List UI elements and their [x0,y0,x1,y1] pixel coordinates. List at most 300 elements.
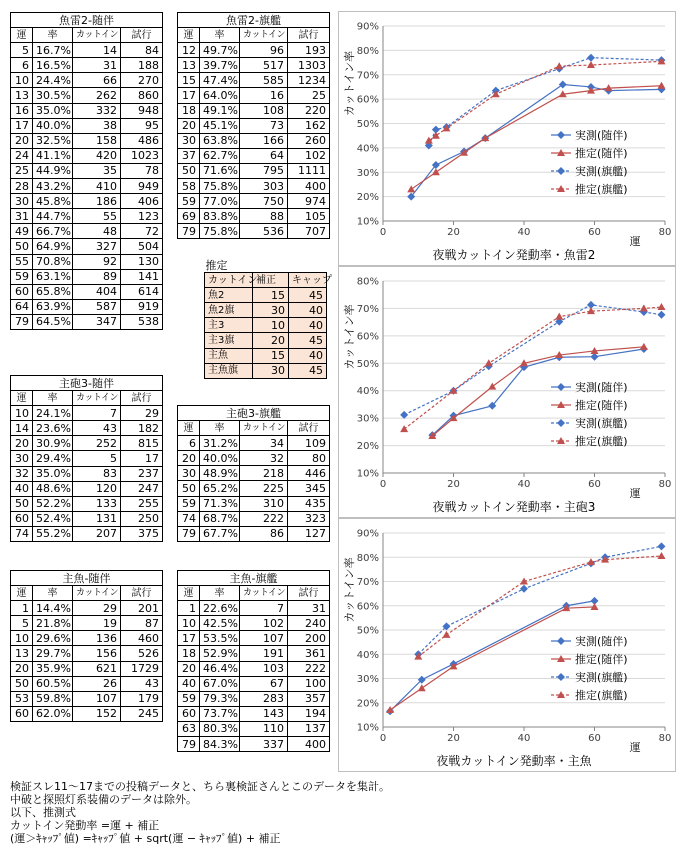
table-title: 主砲3-旗艦 [178,406,330,421]
table-cell: 20 [178,661,200,676]
data-point [559,81,567,89]
table-row [178,616,330,631]
y-tick-label: 30% [356,674,379,685]
table-row [178,103,330,118]
table-cell: 20 [178,451,200,466]
data-point [587,54,595,62]
column-header: カットイン [73,28,121,43]
table-row [178,466,330,481]
table-cell: 133 [73,496,121,511]
table-cell: 40 [178,676,200,691]
table-row [11,73,163,88]
table-cell: 魚2 [205,288,253,303]
table-row [11,451,163,466]
table-cell: 14 [73,43,121,58]
table-row [11,284,163,299]
table-cell: 35.0% [33,466,73,481]
table-cell: 49.7% [200,43,240,58]
table-row [11,43,163,58]
table-cell: 35 [73,163,121,178]
legend-label: 推定(随伴) [575,399,628,412]
y-tick-label: 50% [356,625,379,637]
table-cell: 14 [11,421,33,436]
table-shugyo-zuihan [10,570,163,722]
data-point [557,673,565,681]
table-cell: 16.5% [33,58,73,73]
column-header: 率 [200,421,240,436]
table-title: 主魚-随伴 [11,571,163,586]
table-cell: 1111 [288,163,330,178]
table-cell: 73 [240,118,288,133]
table-cell: 22.6% [200,601,240,616]
table-cell: 188 [121,58,163,73]
column-header: 試行 [121,391,163,406]
table-row [178,163,330,178]
table-cell: 45.8% [33,194,73,209]
table-cell: 255 [121,496,163,511]
table-cell: 主魚旗 [205,363,253,378]
table-cell: 83 [73,466,121,481]
table-cell: 50 [11,676,33,691]
table-row [178,194,330,209]
table-cell: 59 [178,194,200,209]
table-cell: 79 [11,314,33,329]
table-cell: 262 [73,88,121,103]
table-row [178,88,330,103]
table-cell: 50 [178,481,200,496]
table-cell: 63.9% [33,299,73,314]
table-shugyo-kikan [177,570,330,752]
table-row [11,103,163,118]
table-cell: 29 [73,601,121,616]
table-shuho3-kikan [177,405,330,542]
table-cell: 49.1% [200,103,240,118]
table-cell: 48 [73,224,121,239]
data-point [557,167,565,175]
column-header: 運 [178,586,200,601]
table-cell: 60.5% [33,676,73,691]
table-row [11,133,163,148]
table-cell: 55 [11,254,33,269]
data-point [657,303,665,310]
column-header: カットイン [205,273,253,288]
data-point [657,311,665,319]
note-line: カットイン発動率 =運 + 補正 [10,819,160,832]
table-row [11,299,163,314]
table-gyorai2-zuihan [10,12,163,330]
table-cell: 78 [121,163,163,178]
column-header: キャップ [289,273,327,288]
table-cell: 270 [121,73,163,88]
table-cell: 66.7% [33,224,73,239]
x-axis-label: 運 [629,235,641,248]
note-line: (運＞ｷｬｯﾌﾟ値) =ｷｬｯﾌﾟ値 + sqrt(運 − ｷｬｯﾌﾟ値) + 補正 [10,832,281,845]
table-cell: 375 [121,526,163,541]
table-row [11,209,163,224]
table-cell: 79 [178,737,200,752]
table-cell: 75.8% [200,179,240,194]
table-cell: 25 [11,163,33,178]
table-cell: 31 [73,58,121,73]
table-row [11,496,163,511]
table-row [11,616,163,631]
table-cell: 79.3% [200,691,240,706]
table-cell: 109 [288,436,330,451]
table-cell: 1023 [121,148,163,163]
table-cell: 32.5% [33,133,73,148]
table-cell: 110 [240,721,288,736]
column-header: 率 [33,391,73,406]
table-cell: 131 [73,511,121,526]
table-row [11,421,163,436]
y-tick-label: 60% [356,94,379,106]
table-row [11,511,163,526]
table-cell: 67.0% [200,676,240,691]
table-cell: 30 [11,451,33,466]
table-cell: 80 [288,451,330,466]
y-tick-label: 70% [356,303,379,315]
legend-label: 実測(随伴) [575,129,628,142]
table-cell: 347 [73,314,121,329]
table-cell: 5 [11,616,33,631]
table-cell: 30.9% [33,436,73,451]
table-cell: 10 [11,406,33,421]
table-title: 主砲3-随伴 [11,376,163,391]
table-cell: 222 [240,511,288,526]
table-cell: 47.4% [200,73,240,88]
column-header: カットイン [73,391,121,406]
table-estimate [204,258,332,379]
table-cell: 34 [240,436,288,451]
table-cell: 64.0% [200,88,240,103]
table-cell: 207 [73,526,121,541]
table-cell: 53.5% [200,631,240,646]
data-point [640,343,648,350]
table-cell: 31 [288,601,330,616]
table-row [178,706,330,721]
table-row [178,661,330,676]
table-cell: 141 [121,269,163,284]
table-cell: 17 [121,451,163,466]
table-row [11,466,163,481]
table-cell: 24.1% [33,406,73,421]
table-cell: 72 [121,224,163,239]
table-cell: 35.0% [33,103,73,118]
table-cell: 77.0% [200,194,240,209]
data-point [557,383,565,391]
table-cell: 247 [121,481,163,496]
table-cell: 55.2% [33,526,73,541]
table-cell: 102 [288,148,330,163]
table-row [11,163,163,178]
table-cell: 250 [121,511,163,526]
table-cell: 404 [73,284,121,299]
table-cell: 7 [240,601,288,616]
y-axis-label: カットイン率 [343,304,356,370]
table-cell: 41.1% [33,148,73,163]
data-point [557,131,565,139]
table-cell: 60 [11,511,33,526]
table-cell: 194 [288,706,330,721]
column-header: 試行 [121,586,163,601]
table-cell: 50 [11,239,33,254]
table-cell: 60 [178,706,200,721]
table-cell: 62.7% [200,148,240,163]
table-cell: 186 [73,194,121,209]
table-cell: 5 [11,43,33,58]
column-header: 率 [200,586,240,601]
table-cell: 60 [11,706,33,721]
table-cell: 252 [73,436,121,451]
table-cell: 260 [288,133,330,148]
y-tick-label: 50% [356,119,379,130]
table-cell: 32 [240,451,288,466]
table-cell: 16.7% [33,43,73,58]
table-cell: 46.4% [200,661,240,676]
estimate-caption: 推定 [205,258,327,273]
legend-label: 推定(旗艦) [575,435,628,448]
table-cell: 420 [73,148,121,163]
table-cell: 45.1% [200,118,240,133]
column-header: 運 [11,391,33,406]
table-cell: 504 [121,239,163,254]
table-cell: 64.5% [33,314,73,329]
table-row [178,73,330,88]
table-row [178,224,330,239]
table-cell: 136 [73,631,121,646]
table-cell: 327 [73,239,121,254]
y-tick-label: 40% [356,386,379,398]
chart-shugyo [338,518,676,772]
table-cell: 137 [288,721,330,736]
table-cell: 24 [11,148,33,163]
table-row [178,133,330,148]
table-cell: 35.9% [33,661,73,676]
legend-label: 実測(随伴) [575,635,628,648]
table-cell: 156 [73,646,121,661]
table-cell: 1729 [121,661,163,676]
data-point [657,552,665,559]
table-cell: 67.7% [200,526,240,541]
y-tick-label: 90% [356,528,379,540]
table-cell: 357 [288,691,330,706]
table-row [11,691,163,706]
table-cell: 75.8% [200,224,240,239]
table-cell: 59 [178,496,200,511]
notes [10,780,390,845]
table-cell: 37 [178,148,200,163]
table-row [11,436,163,451]
table-cell: 7 [73,406,121,421]
column-header: 率 [33,28,73,43]
table-cell: 31.2% [200,436,240,451]
y-tick-label: 80% [356,45,379,57]
table-cell: 10 [11,73,33,88]
table-cell: 38 [73,118,121,133]
table-row [178,526,330,541]
table-cell: 74 [178,511,200,526]
table-cell: 88 [240,209,288,224]
table-cell: 40 [289,318,327,333]
table-cell: 200 [288,631,330,646]
table-cell: 6 [178,436,200,451]
legend-label: 実測(旗艦) [575,417,628,430]
column-header: 補正 [253,273,289,288]
table-cell: 750 [240,194,288,209]
column-header: 運 [11,586,33,601]
table-row [11,631,163,646]
table-cell: 59.8% [33,691,73,706]
table-cell: 460 [121,631,163,646]
data-point [555,62,563,69]
table-cell: 526 [121,646,163,661]
x-tick-label: 20 [447,479,460,490]
table-cell: 707 [288,224,330,239]
table-cell: 345 [288,481,330,496]
y-tick-label: 60% [356,601,379,613]
table-cell: 162 [288,118,330,133]
table-cell: 主3旗 [205,333,253,348]
table-cell: 222 [288,661,330,676]
table-cell: 337 [240,737,288,752]
table-cell: 14.4% [33,601,73,616]
column-header: 試行 [288,421,330,436]
table-cell: 107 [240,631,288,646]
table-row [205,333,327,348]
x-tick-label: 80 [658,227,672,238]
data-point [640,304,648,311]
table-cell: 45 [289,363,327,378]
table-cell: 406 [121,194,163,209]
table-row [11,224,163,239]
table-cell: 20 [11,661,33,676]
x-tick-label: 40 [517,733,531,744]
table-cell: 815 [121,436,163,451]
table-cell: 10 [178,616,200,631]
table-row [11,646,163,661]
table-cell: 30 [253,303,289,318]
table-row [11,269,163,284]
legend-label: 推定(随伴) [575,653,628,666]
legend-label: 実測(旗艦) [575,165,628,178]
data-point [442,631,450,638]
note-line: 検証スレ11～17までの投稿データと、ちら裏検証さんとこのデータを集計。 [10,780,390,793]
table-cell: 13 [178,58,200,73]
y-axis-label: カットイン率 [343,50,356,117]
table-cell: 31 [11,209,33,224]
table-cell: 48.9% [200,466,240,481]
legend-label: 実測(随伴) [575,381,628,394]
table-cell: 237 [121,466,163,481]
y-tick-label: 20% [356,192,379,204]
table-cell: 100 [288,676,330,691]
data-point [555,313,563,320]
x-tick-label: 40 [517,479,531,490]
x-tick-label: 60 [588,733,601,744]
table-row [178,209,330,224]
table-cell: 20 [11,436,33,451]
x-tick-label: 40 [517,227,531,238]
table-cell: 220 [288,103,330,118]
table-cell: 主3 [205,318,253,333]
table-cell: 1303 [288,58,330,73]
table-row [178,721,330,736]
table-row [11,239,163,254]
table-cell: 13 [11,646,33,661]
table-cell: 96 [240,43,288,58]
table-cell: 50 [178,163,200,178]
table-cell: 621 [73,661,121,676]
table-row [178,436,330,451]
y-tick-label: 70% [356,577,379,588]
table-cell: 29 [121,406,163,421]
table-row [11,661,163,676]
table-gyorai2-kikan [177,12,330,239]
table-cell: 538 [121,314,163,329]
table-cell: 919 [121,299,163,314]
x-axis-label: 運 [629,741,641,754]
y-tick-label: 50% [356,358,379,370]
table-row [11,88,163,103]
table-cell: 49 [11,224,33,239]
table-cell: 魚2旗 [205,303,253,318]
table-cell: 26 [73,676,121,691]
table-row [11,148,163,163]
table-cell: 19 [73,616,121,631]
table-cell: 70.8% [33,254,73,269]
chart-title: 夜戦カットイン発動率・魚雷2 [432,248,596,262]
table-row [178,58,330,73]
table-cell: 87 [121,616,163,631]
chart-title: 夜戦カットイン発動率・主砲3 [432,500,596,514]
table-cell: 21.8% [33,616,73,631]
table-cell: 410 [73,179,121,194]
table-cell: 79 [178,224,200,239]
table-cell: 63.8% [200,133,240,148]
table-cell: 83.8% [200,209,240,224]
table-cell: 64 [11,299,33,314]
table-cell: 435 [288,496,330,511]
table-cell: 193 [288,43,330,58]
table-cell: 24.4% [33,73,73,88]
x-tick-label: 80 [658,479,672,490]
table-row [11,406,163,421]
table-cell: 152 [73,706,121,721]
y-tick-label: 10% [356,468,379,480]
table-cell: 45 [289,333,327,348]
legend-label: 実測(旗艦) [575,671,628,684]
table-cell: 79 [178,526,200,541]
table-row [205,318,327,333]
table-row [11,58,163,73]
table-cell: 127 [288,526,330,541]
table-row [178,148,330,163]
table-cell: 105 [288,209,330,224]
column-header: 率 [200,28,240,43]
table-cell: 40.0% [33,118,73,133]
table-cell: 949 [121,179,163,194]
table-cell: 92 [73,254,121,269]
table-cell: 30 [11,194,33,209]
y-tick-label: 80% [356,276,379,288]
table-cell: 20 [253,333,289,348]
table-cell: 89 [73,269,121,284]
table-cell: 1 [11,601,33,616]
y-tick-label: 10% [356,722,379,734]
column-header: 試行 [121,28,163,43]
table-cell: 40 [289,348,327,363]
table-cell: 13 [11,88,33,103]
